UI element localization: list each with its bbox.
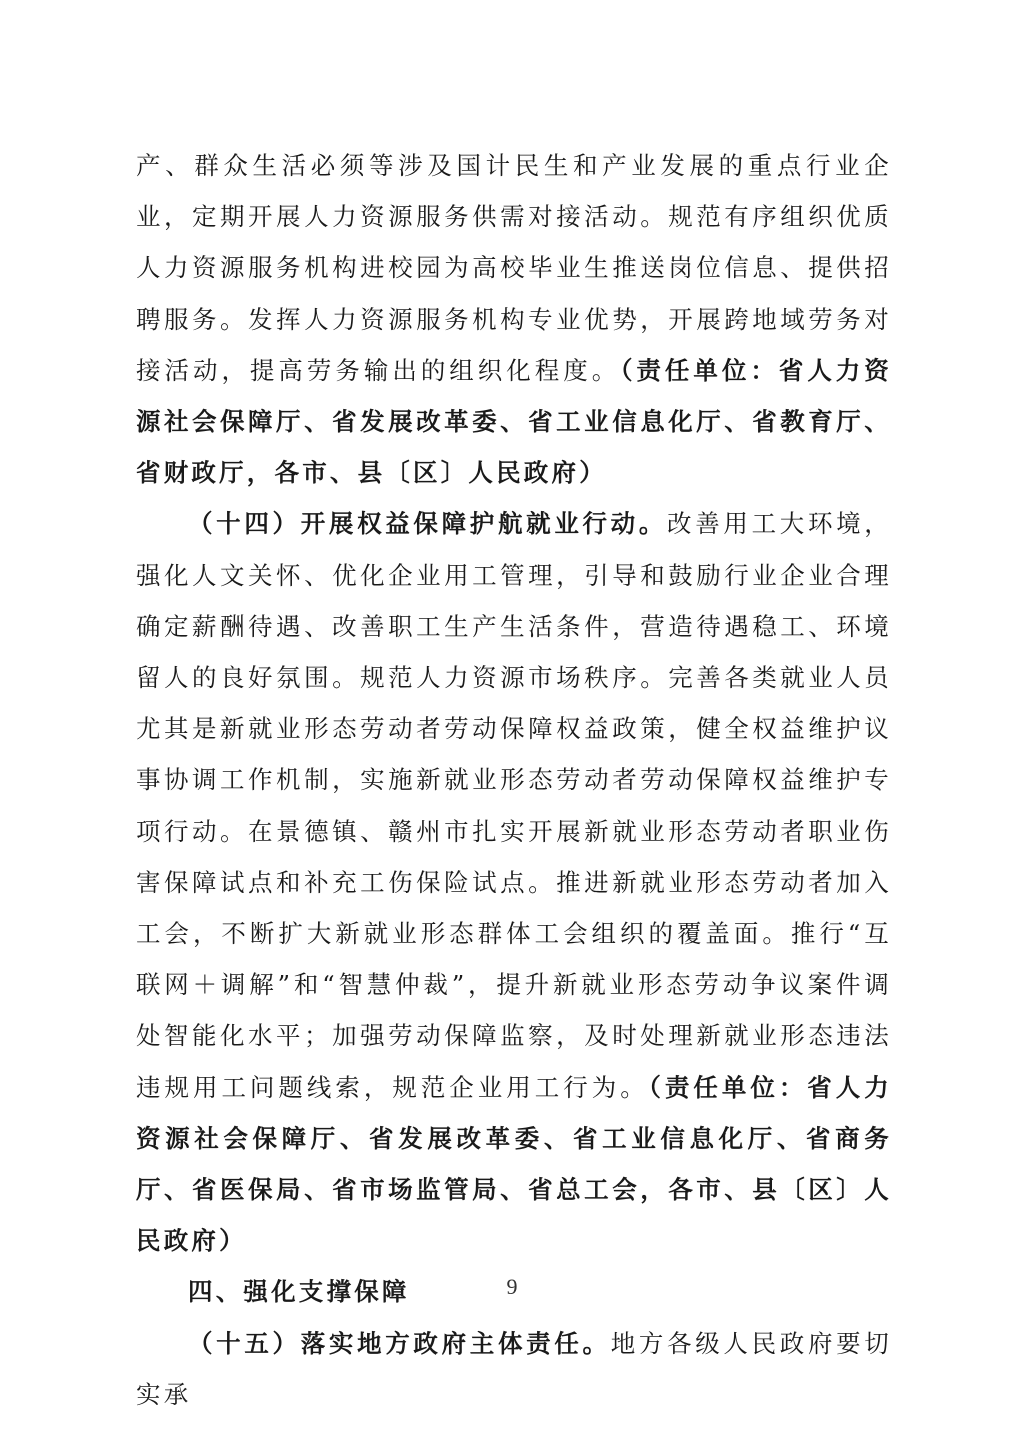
section-heading: 四、强化支撑保障 <box>188 1277 410 1307</box>
paragraph-body: 产、群众生活必须等涉及国计民生和产业发展的重点行业企业，定期开展人力资源服务供需对接活动。规范有序组织优质人力资源服务机构进校园为高校毕业生推送岗位信息、提供招聘服务。发挥人力资源服务机构专业优势，开展跨地域劳务对接活动，提高劳务输出的组织化程度。 <box>136 151 892 385</box>
paragraph-continued <box>136 140 892 498</box>
paragraph-fourteen <box>136 498 892 1266</box>
paragraph-heading: （十四）开展权益保障护航就业行动。 <box>188 509 668 539</box>
responsibility-units: （责任单位：省人力资源社会保障厅、省发展改革委、省工业信息化厅、省商务厅、省医保局、省市场监管局、省总工会，各市、县〔区〕人民政府） <box>136 1072 892 1256</box>
paragraph-heading: （十五）落实地方政府主体责任。 <box>188 1328 611 1358</box>
document-page <box>136 140 892 1420</box>
responsibility-units: （责任单位：省人力资源社会保障厅、省发展改革委、省工业信息化厅、省教育厅、省财政厅，各市、县〔区〕人民政府） <box>136 355 892 488</box>
paragraph-body: 改善用工大环境，强化人文关怀、优化企业用工管理，引导和鼓励行业企业合理确定薪酬待遇、改善职工生产生活条件，营造待遇稳工、环境留人的良好氛围。规范人力资源市场秩序。完善各类就业人员尤其是新就业形态劳动者劳动保障权益政策，健全权益维护议事协调工作机制，实施新就业形态劳动者劳动保障权益维护专项行动。在景德镇、赣州市扎实开展新就业形态劳动者职业伤害保障试点和补充工伤保险试点。推进新就业形态劳动者加入工会，不断扩大新就业形态群体工会组织的覆盖面。推行“互联网＋调解”和“智慧仲裁”，提升新就业形态劳动争议案件调处智能化水平；加强劳动保障监察，及时处理新就业形态违法违规用工问题线索，规范企业用工行为。 <box>136 509 892 1102</box>
paragraph-body: 地方各级人民政府要切实承 <box>136 1328 892 1409</box>
paragraph-fifteen <box>136 1318 892 1420</box>
page-number: 9 <box>506 1274 518 1299</box>
